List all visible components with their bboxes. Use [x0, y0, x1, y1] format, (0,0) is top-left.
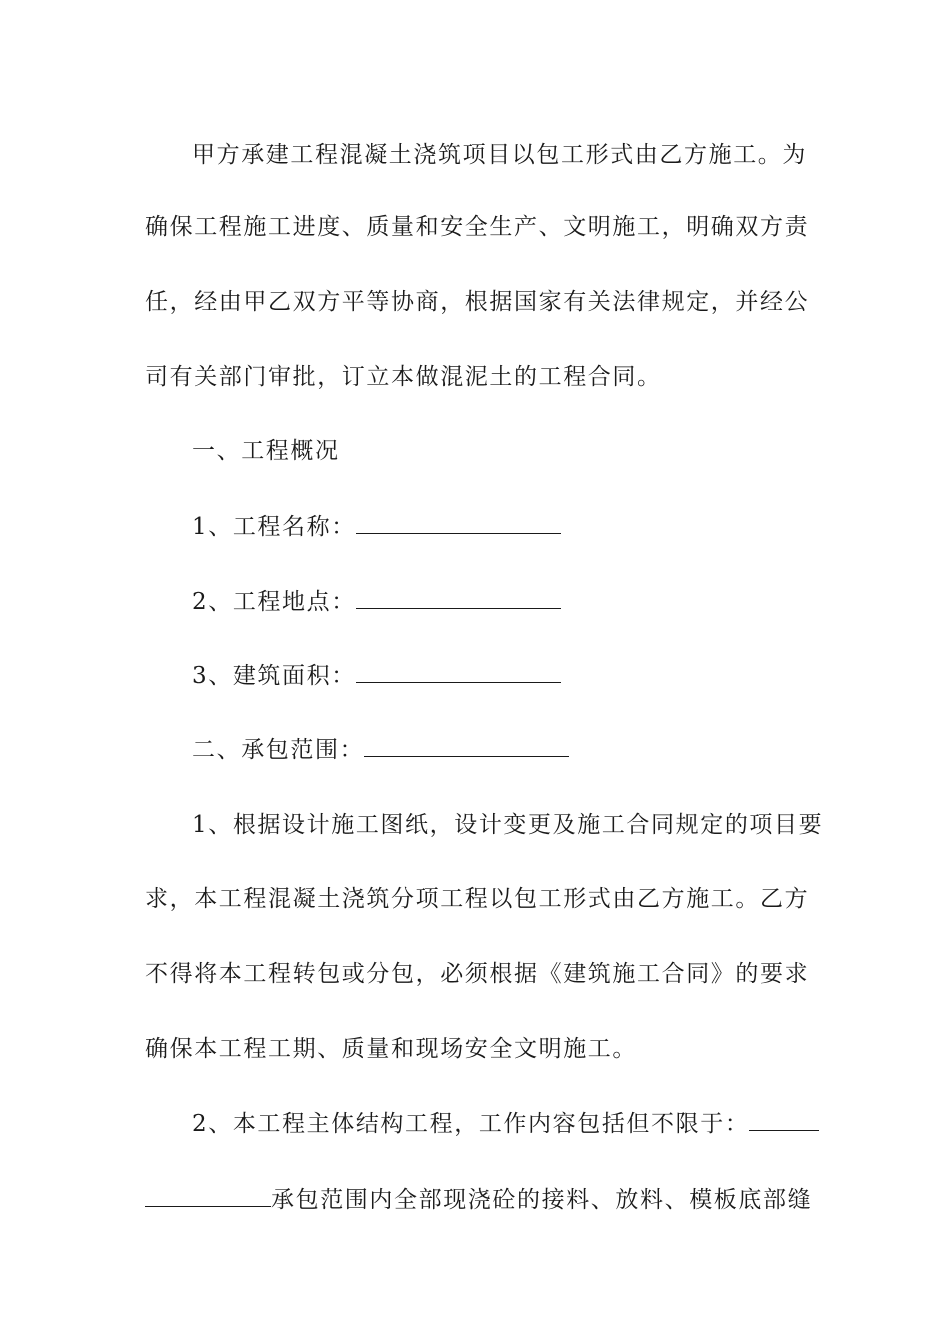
scope-item1-line-3: 不得将本工程转包或分包，必须根据《建筑施工合同》的要求 — [145, 961, 810, 987]
scope-blank[interactable] — [364, 734, 569, 757]
section1-heading: 一、工程概况 — [192, 438, 340, 464]
scope-item2-continuation: 承包范围内全部现浇砼的接料、放料、模板底部缝 — [271, 1187, 813, 1213]
project-location-blank[interactable] — [356, 586, 561, 609]
scope-item1-line-4: 确保本工程工期、质量和现场安全文明施工。 — [145, 1036, 637, 1062]
scope-item1-line-2: 求，本工程混凝土浇筑分项工程以包工形式由乙方施工。乙方 — [145, 886, 810, 912]
project-location-label: 2、工程地点： — [192, 589, 356, 615]
scope-item2-line-1 — [192, 1108, 812, 1139]
section2-heading-row — [192, 734, 812, 765]
project-name-label: 1、工程名称： — [192, 514, 356, 540]
intro-line-4: 司有关部门审批，订立本做混泥土的工程合同。 — [145, 364, 662, 390]
scope-item2-line-2 — [145, 1184, 813, 1215]
work-content-blank-start[interactable] — [145, 1184, 271, 1207]
intro-line-3: 任，经由甲乙双方平等协商，根据国家有关法律规定，并经公 — [145, 289, 810, 315]
scope-item2-text: 2、本工程主体结构工程，工作内容包括但不限于： — [192, 1111, 750, 1137]
section2-heading: 二、承包范围： — [192, 737, 365, 763]
intro-line-2: 确保工程施工进度、质量和安全生产、文明施工，明确双方责 — [145, 214, 810, 240]
building-area-label: 3、建筑面积： — [192, 663, 356, 689]
project-location-row — [192, 586, 812, 617]
project-name-row — [192, 511, 812, 542]
scope-item1-line-1: 1、根据设计施工图纸，设计变更及施工合同规定的项目要 — [192, 812, 824, 838]
intro-line-1: 甲方承建工程混凝土浇筑项目以包工形式由乙方施工。为 — [192, 142, 807, 168]
project-name-blank[interactable] — [356, 511, 561, 534]
building-area-row — [192, 660, 812, 691]
building-area-blank[interactable] — [356, 660, 561, 683]
work-content-blank-end[interactable] — [749, 1108, 819, 1131]
